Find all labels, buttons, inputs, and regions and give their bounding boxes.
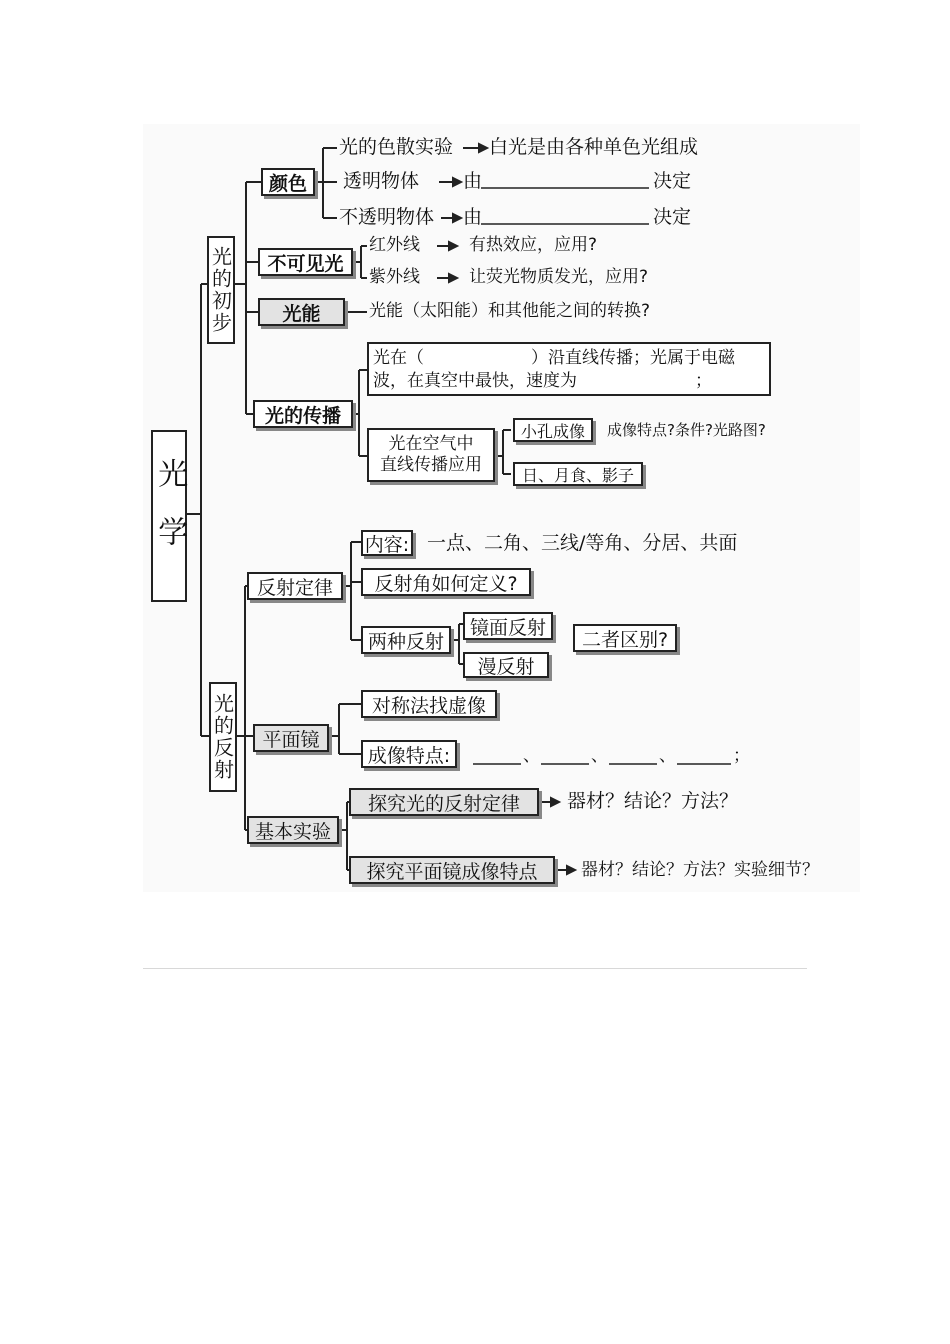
node-basic-experiments <box>247 816 339 844</box>
specular-label: 镜面反射 <box>469 616 546 639</box>
propagation-fact-box <box>367 342 771 396</box>
propagation-line1-b: ）沿直线传播；光属于电磁 <box>531 348 735 368</box>
experiment-reflection-desc: 器材？结论？方法？ <box>567 790 739 812</box>
optics-concept-map <box>143 124 860 892</box>
content-text: 一点、二角、三线/等角、分居、共面 <box>427 532 738 554</box>
node-reflection-law-label: 反射定律 <box>256 576 333 599</box>
propagation-application-box <box>367 428 495 482</box>
pinhole-desc: 成像特点?条件?光路图? <box>607 421 766 439</box>
eclipse-box <box>513 462 643 486</box>
content-box <box>361 530 413 556</box>
propagation-line1-a: 光在（ <box>373 348 424 368</box>
transparent-decide: 决定 <box>653 170 692 192</box>
experiment-reflection-label: 探究光的反射定律 <box>367 792 520 815</box>
infrared-text: 红外线 <box>369 235 420 255</box>
ultraviolet-text: 紫外线 <box>369 267 420 287</box>
dispersion-text: 光的色散实验 <box>339 136 454 158</box>
opaque-decide: 决定 <box>653 206 692 228</box>
difference-label: 二者区别? <box>581 628 669 651</box>
diffuse-label: 漫反射 <box>477 655 535 678</box>
node-light-propagation-label: 光的传播 <box>264 404 341 427</box>
symmetry-box <box>361 690 497 718</box>
image-features-label: 成像特点: <box>367 744 451 767</box>
opaque-text: 不透明物体 <box>339 206 435 228</box>
branch-reflection-label: 光的反射 <box>210 693 235 781</box>
content-label: 内容: <box>364 533 410 556</box>
blank-sep-2: 、 <box>591 746 608 766</box>
branch-light-basics-label: 光的初步 <box>208 246 233 334</box>
eclipse-label: 日、月食、影子 <box>521 465 634 485</box>
experiment-mirror-box <box>349 856 555 884</box>
node-plane-mirror-label: 平面镜 <box>262 728 320 751</box>
blank-sep-1: 、 <box>523 746 540 766</box>
page-divider <box>143 968 807 969</box>
symmetry-label: 对称法找虚像 <box>371 694 486 717</box>
difference-box <box>573 624 677 652</box>
blank-sep-4: ； <box>733 746 750 766</box>
experiment-mirror-label: 探究平面镜成像特点 <box>366 860 538 883</box>
experiment-reflection-box <box>349 788 539 816</box>
two-reflections-box <box>361 626 451 654</box>
application-line1: 光在空气中 <box>388 433 474 454</box>
experiment-mirror-desc: 器材？结论？方法？实验细节？ <box>581 860 819 880</box>
node-color <box>261 168 315 196</box>
node-invisible-light-label: 不可见光 <box>267 252 344 275</box>
application-line2: 直线传播应用 <box>380 455 482 475</box>
reflection-angle-box <box>361 568 531 596</box>
diffuse-box <box>463 652 549 678</box>
transparent-text: 透明物体 <box>343 170 420 192</box>
two-reflections-label: 两种反射 <box>367 630 444 653</box>
node-basic-experiments-label: 基本实验 <box>254 820 331 843</box>
node-light-propagation <box>253 400 353 428</box>
node-invisible-light <box>258 248 353 276</box>
node-light-energy <box>258 298 345 326</box>
propagation-line2-end: ； <box>695 371 712 391</box>
node-light-energy-label: 光能 <box>282 302 321 325</box>
node-reflection-law <box>247 572 343 600</box>
ultraviolet-desc: 让荧光物质发光，应用? <box>469 267 649 287</box>
root-node <box>151 430 187 602</box>
infrared-desc: 有热效应，应用? <box>469 235 598 255</box>
propagation-line2: 波，在真空中最快，速度为 <box>373 371 577 391</box>
root-label: 光学 <box>152 458 188 574</box>
branch-light-basics <box>207 236 235 344</box>
pinhole-box <box>513 418 593 442</box>
pinhole-label: 小孔成像 <box>520 421 585 441</box>
node-color-label: 颜色 <box>268 172 307 195</box>
opaque-by: 由 <box>463 206 483 228</box>
specular-box <box>463 612 553 640</box>
reflection-angle-label: 反射角如何定义? <box>374 572 518 595</box>
branch-reflection <box>209 682 237 792</box>
white-light-text: 白光是由各种单色光组成 <box>489 136 699 158</box>
node-plane-mirror <box>253 724 329 752</box>
transparent-by: 由 <box>463 170 483 192</box>
light-energy-desc: 光能（太阳能）和其他能之间的转换? <box>369 301 651 321</box>
blank-sep-3: 、 <box>659 746 676 766</box>
image-features-box <box>361 740 457 768</box>
